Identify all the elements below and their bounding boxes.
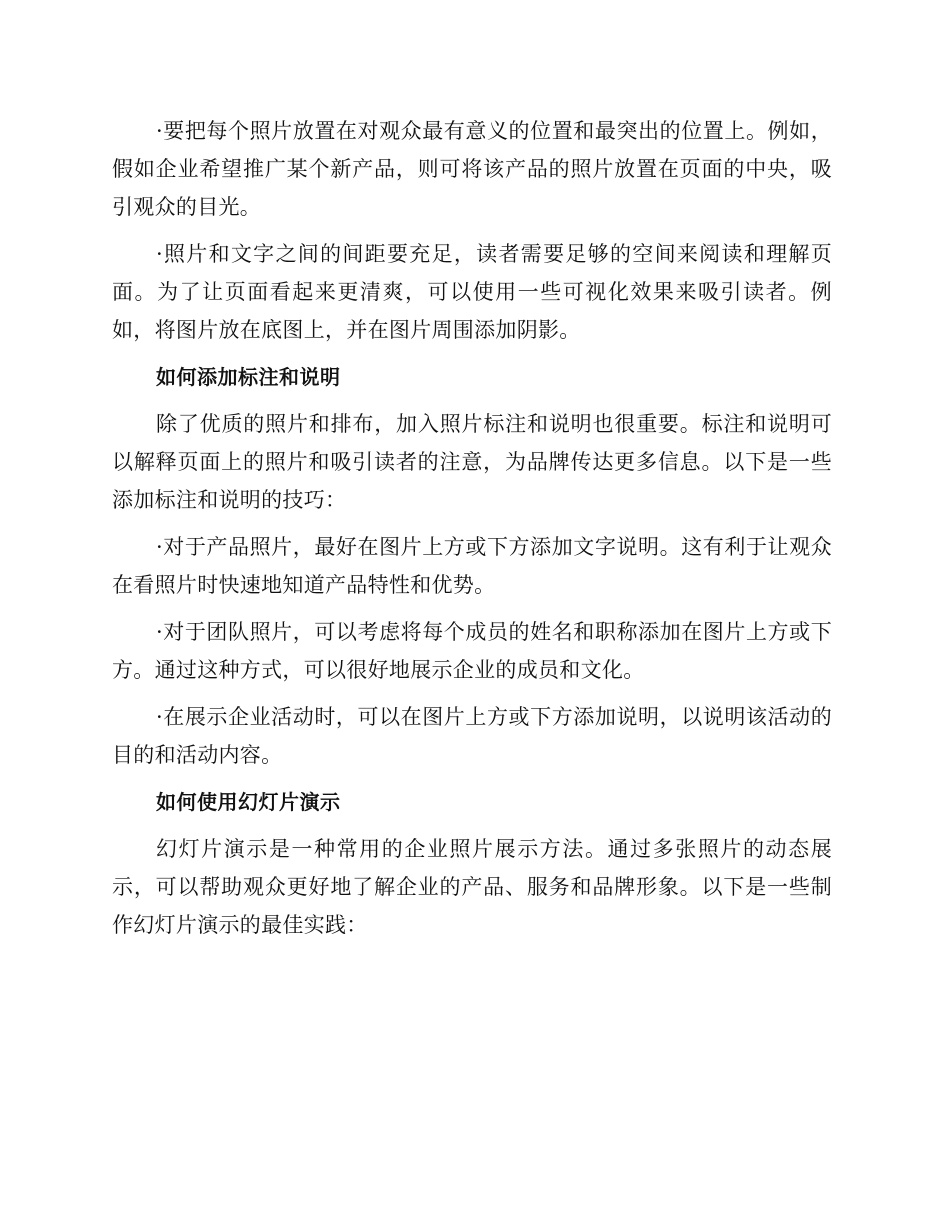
paragraph-captions-intro: 除了优质的照片和排布，加入照片标注和说明也很重要。标注和说明可以解释页面上的照片和吸引读者的注意，为品牌传达更多信息。以下是一些添加标注和说明的技巧：	[112, 412, 832, 512]
bullet-photo-placement: ·要把每个照片放置在对观众最有意义的位置和最突出的位置上。例如，假如企业希望推广某个新产品，则可将该产品的照片放置在页面的中央，吸引观众的目光。	[112, 119, 832, 219]
bullet-event-photos: ·在展示企业活动时，可以在图片上方或下方添加说明，以说明该活动的目的和活动内容。	[112, 705, 832, 767]
bullet-photo-text-spacing: ·照片和文字之间的间距要充足，读者需要足够的空间来阅读和理解页面。为了让页面看起来更清爽，可以使用一些可视化效果来吸引读者。例如，将图片放在底图上，并在图片周围添加阴影。	[112, 242, 832, 342]
document-page	[112, 112, 832, 944]
paragraph-slideshow-intro: 幻灯片演示是一种常用的企业照片展示方法。通过多张照片的动态展示，可以帮助观众更好地了解企业的产品、服务和品牌形象。以下是一些制作幻灯片演示的最佳实践：	[112, 837, 832, 937]
bullet-team-photos: ·对于团队照片，可以考虑将每个成员的姓名和职称添加在图片上方或下方。通过这种方式，可以很好地展示企业的成员和文化。	[112, 620, 832, 682]
heading-add-captions: 如何添加标注和说明	[156, 365, 341, 389]
heading-slideshow: 如何使用幻灯片演示	[156, 790, 341, 814]
bullet-product-photos: ·对于产品照片，最好在图片上方或下方添加文字说明。这有利于让观众在看照片时快速地知道产品特性和优势。	[112, 535, 832, 597]
